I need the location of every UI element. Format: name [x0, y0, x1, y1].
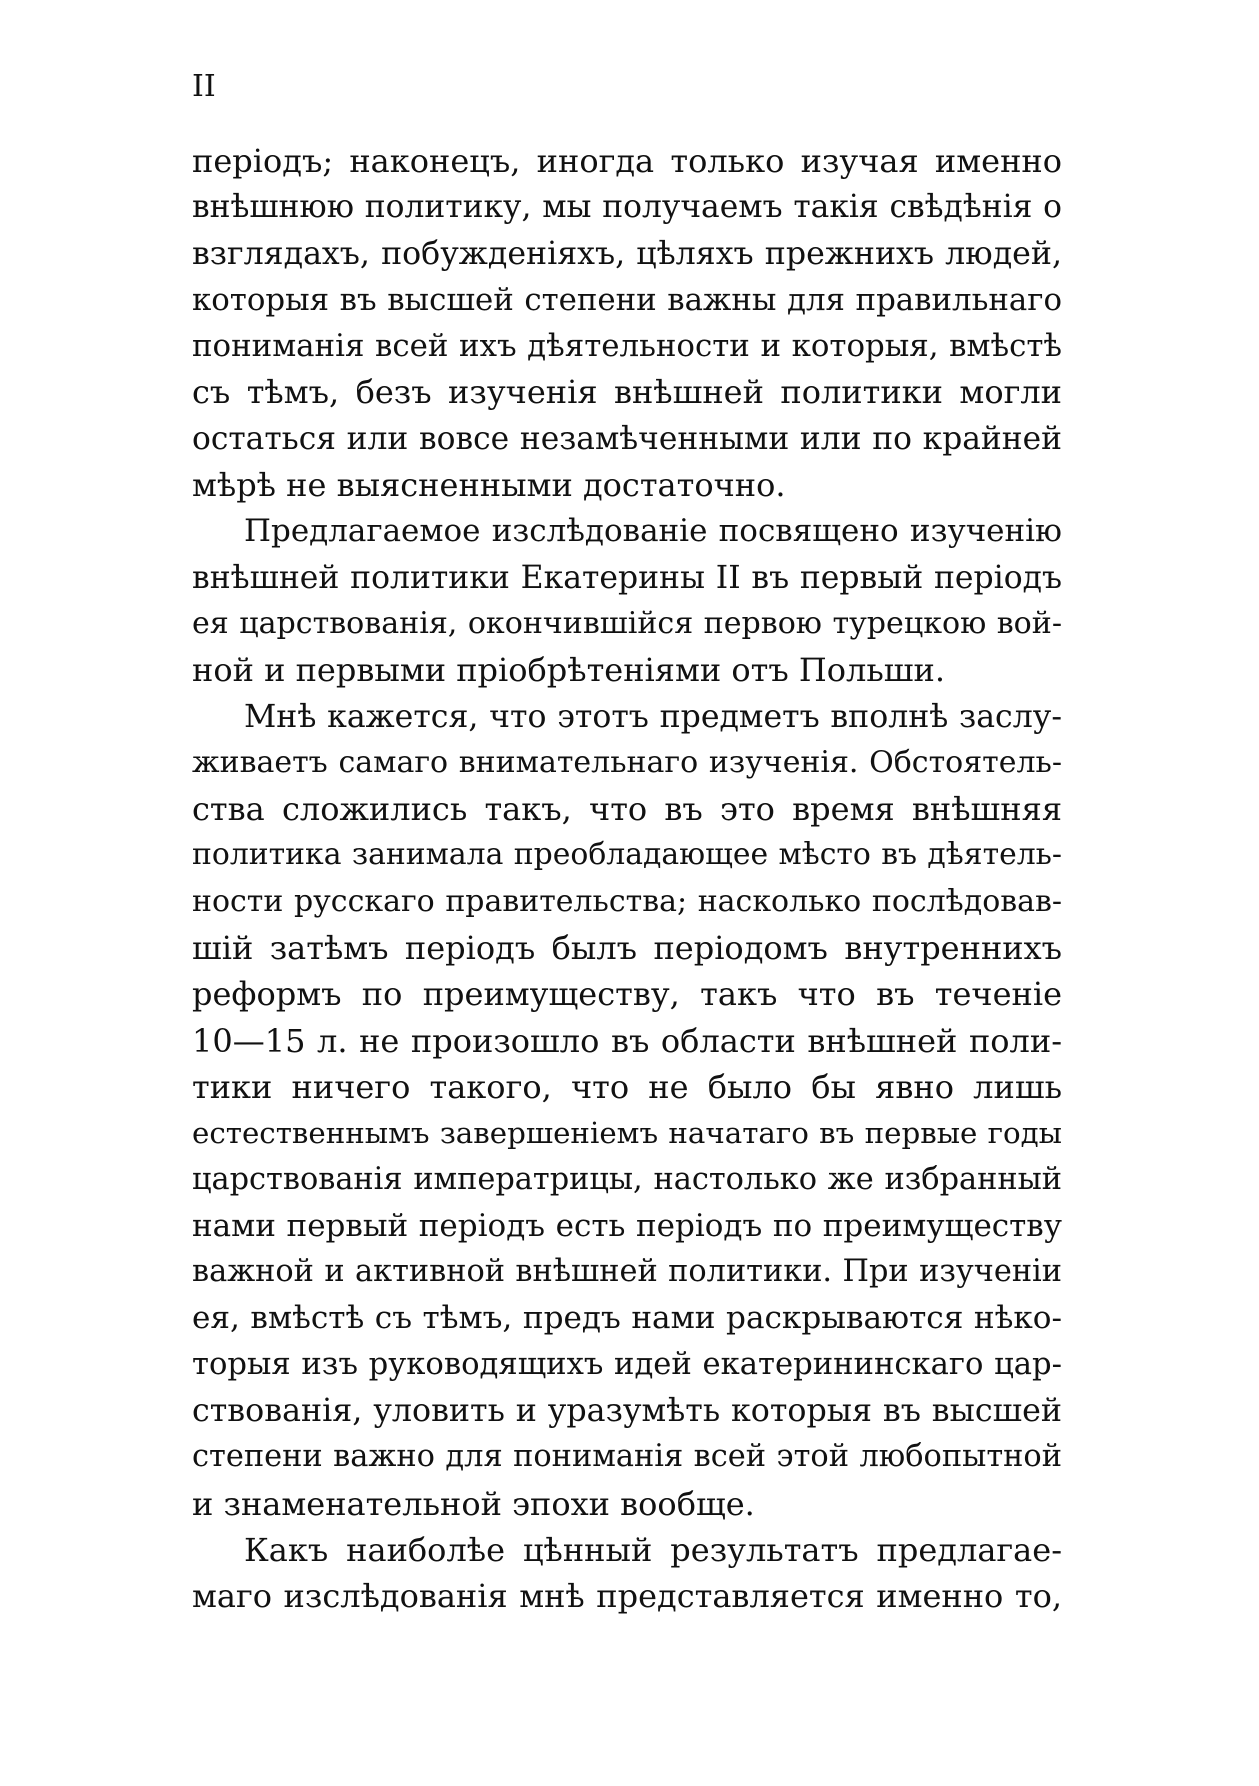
- text-line: степени важно для пониманія всей этой любопытной: [192, 1439, 1062, 1475]
- text-line: ности русскаго правительства; насколько послѣдовав-: [192, 883, 1062, 919]
- text-line: съ тѣмъ, безъ изученія внѣшней политики могли: [192, 373, 1062, 412]
- text-line: ной и первыми пріобрѣтеніями отъ Польши.: [192, 651, 946, 690]
- text-line: ея царствованія, окончившійся первою турецкою вой-: [192, 605, 1062, 641]
- text-line: живаетъ самаго внимательнаго изученія. Обстоятель-: [192, 744, 1062, 780]
- text-line: внѣшней политики Екатерины II въ первый періодъ: [192, 559, 1062, 596]
- text-line: 10—15 л. не произошло въ области внѣшней поли-: [192, 1021, 1062, 1060]
- text-line: торыя изъ руководящихъ идей екатерининскаго цар-: [192, 1346, 1062, 1382]
- text-line: Мнѣ кажется, что этотъ предметъ вполнѣ заслу-: [244, 698, 1062, 735]
- text-line: ея, вмѣстѣ съ тѣмъ, предъ нами раскрываются нѣко-: [192, 1300, 1062, 1337]
- text-line: внѣшнюю политику, мы получаемъ такія свѣдѣнія о: [192, 189, 1062, 226]
- text-line: естественнымъ завершеніемъ начатаго въ первые годы: [192, 1116, 1062, 1151]
- text-line: царствованія императрицы, настолько же избранный: [192, 1161, 1062, 1197]
- body-text: [192, 138, 1062, 1620]
- text-line: маго изслѣдованія мнѣ представляется именно то,: [192, 1577, 1062, 1616]
- text-line: ствованія, уловить и уразумѣть которыя въ высшей: [192, 1393, 1062, 1430]
- text-line: взглядахъ, побужденіяхъ, цѣляхъ прежнихъ людей,: [192, 235, 1062, 272]
- text-line: которыя въ высшей степени важны для правильнаго: [192, 281, 1062, 318]
- text-line: политика занимала преобладающее мѣсто въ дѣятель-: [192, 837, 1062, 873]
- text-line: и знаменательной эпохи вообще.: [192, 1484, 755, 1523]
- text-line: пониманія всей ихъ дѣятельности и которыя, вмѣстѣ: [192, 328, 1062, 365]
- text-line: нами первый періодъ есть періодъ по преимуществу: [192, 1207, 1062, 1244]
- text-line: періодъ; наконецъ, иногда только изучая именно: [192, 142, 1062, 180]
- text-line: тики ничего такого, что не было бы явно лишь: [192, 1067, 1062, 1106]
- text-line: остаться или вовсе незамѣченными или по крайней: [192, 420, 1062, 457]
- text-line: шій затѣмъ періодъ былъ періодомъ внутреннихъ: [192, 929, 1062, 968]
- text-line: Какъ наиболѣе цѣнный результатъ предлагае-: [244, 1530, 1062, 1569]
- text-line: ства сложились такъ, что въ это время внѣшняя: [192, 790, 1062, 829]
- text-line: важной и активной внѣшней политики. При изученіи: [192, 1254, 1062, 1290]
- text-line: мѣрѣ не выясненными достаточно.: [192, 466, 786, 505]
- text-line: Предлагаемое изслѣдованіе посвящено изученію: [244, 513, 1062, 550]
- page-number: II: [192, 69, 216, 104]
- text-line: реформъ по преимуществу, такъ что въ теченіе: [192, 975, 1062, 1014]
